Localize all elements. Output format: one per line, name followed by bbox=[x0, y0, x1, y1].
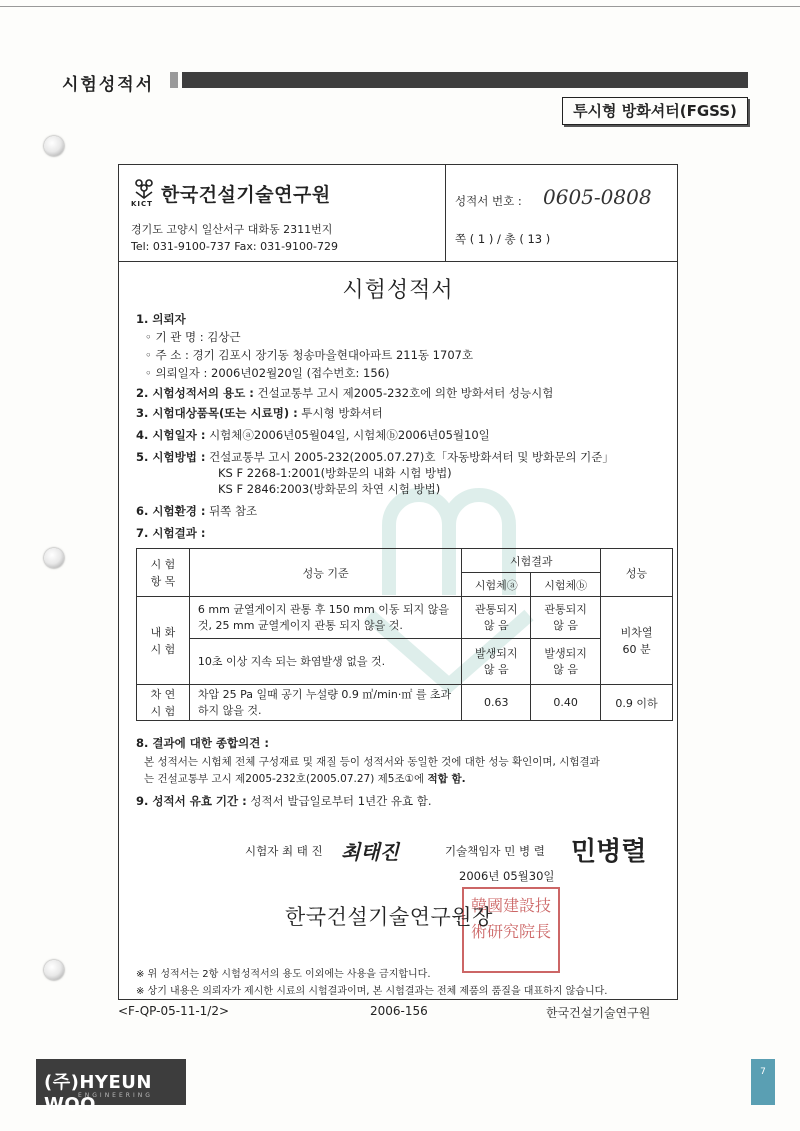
fire-criteria-1: 6 mm 균열게이지 관통 후 150 mm 이동 되지 않을 것, 25 mm 균열게이지 관통 되지 않을 것. bbox=[189, 597, 461, 639]
binder-hole-icon bbox=[44, 136, 64, 156]
section-3-label: 3. 시험대상품목(또는 시료명) : bbox=[136, 406, 298, 420]
header-specimen-a: 시험체ⓐ bbox=[462, 573, 531, 597]
header-performance: 성능 bbox=[601, 549, 673, 597]
section-5-line-2: KS F 2268-1:2001(방화문의 내화 시험 방법) bbox=[218, 466, 452, 480]
section-5-line-1: 건설교통부 고시 2005-232(2005.07.27)호「자동방화셔터 및 방화문의 기준」 bbox=[205, 450, 614, 464]
page-number: 7 bbox=[751, 1059, 775, 1105]
page-header-title: 시험성적서 bbox=[62, 75, 155, 95]
section-3-value: 투시형 방화셔터 bbox=[297, 406, 383, 420]
tester-signature: 최태진 bbox=[341, 840, 399, 864]
cert-number-label: 성적서 번호 : bbox=[455, 194, 522, 208]
section-5-line-3: KS F 2846:2003(방화문의 차연 시험 방법) bbox=[218, 482, 441, 496]
table-row bbox=[137, 597, 673, 639]
section-8-line-2 bbox=[144, 771, 466, 786]
smoke-performance: 0.9 이하 bbox=[601, 685, 673, 721]
section-2 bbox=[136, 385, 553, 401]
section-8-label: 8. 결과에 대한 종합의견 : bbox=[136, 736, 269, 750]
smoke-criteria: 차압 25 Pa 일때 공기 누설량 0.9 ㎥/min·㎡ 를 초과 하지 않을 것. bbox=[189, 685, 461, 721]
smoke-result-a: 0.63 bbox=[462, 685, 531, 721]
client-address: ◦ 주 소 : 경기 김포시 장기동 청송마을현대아파트 211동 1707호 bbox=[145, 348, 474, 362]
certificate-header bbox=[119, 165, 677, 262]
org-name: 한국건설기술연구원 bbox=[161, 184, 331, 206]
smoke-test-item: 차 연 시 험 bbox=[137, 685, 190, 721]
fire-result-1-a: 관통되지 않 음 bbox=[462, 597, 531, 639]
cert-number-value: 0605-0808 bbox=[543, 185, 652, 209]
section-9-label: 9. 성적서 유효 기간 : bbox=[136, 794, 247, 808]
section-6-value: 뒤쪽 참조 bbox=[205, 504, 258, 518]
header-item: 시 험 항 목 bbox=[137, 549, 190, 597]
note-2: ※ 상기 내용은 의뢰자가 제시한 시료의 시험결과이며, 본 시험결과는 전체 제품의 품질을 대표하지 않습니다. bbox=[136, 986, 608, 997]
header-criteria: 성능 기준 bbox=[189, 549, 461, 597]
section-8-conclusion: 적합 함. bbox=[427, 773, 466, 785]
table-row bbox=[137, 639, 673, 685]
page-count: 쪽 ( 1 ) / 총 ( 13 ) bbox=[455, 232, 551, 246]
table-row bbox=[137, 549, 673, 573]
fire-performance: 비차열 60 분 bbox=[601, 597, 673, 685]
org-address: 경기도 고양시 일산서구 대화동 2311번지 bbox=[131, 223, 333, 236]
section-3 bbox=[136, 405, 383, 421]
section-4 bbox=[136, 427, 490, 443]
section-2-label: 2. 시험성적서의 용도 : bbox=[136, 386, 254, 400]
section-9 bbox=[136, 793, 432, 809]
section-8-line-1: 본 성적서는 시험체 전체 구성재료 및 재질 등이 성적서와 동일한 것에 대한 성능 확인이며, 시험결과 bbox=[144, 756, 600, 768]
section-4-value: 시험체ⓐ2006년05월04일, 시험체ⓑ2006년05월10일 bbox=[205, 428, 490, 442]
section-6 bbox=[136, 503, 257, 519]
header-divider bbox=[445, 165, 446, 261]
request-date: ◦ 의뢰일자 : 2006년02월20일 (접수번호: 156) bbox=[145, 366, 390, 380]
fire-test-item: 내 화 시 험 bbox=[137, 597, 190, 685]
section-5-label: 5. 시험방법 : bbox=[136, 450, 206, 464]
note-1: ※ 위 성적서는 2항 시험성적서의 용도 이외에는 사용을 금지합니다. bbox=[136, 969, 431, 980]
org-phone-fax: Tel: 031-9100-737 Fax: 031-9100-729 bbox=[131, 240, 338, 253]
section-9-value: 성적서 발급일로부터 1년간 유효 함. bbox=[246, 794, 432, 808]
binder-hole-icon bbox=[44, 548, 64, 568]
document-number: 2006-156 bbox=[370, 1004, 428, 1018]
results-table bbox=[136, 548, 673, 721]
footer-org: 한국건설기술연구원 bbox=[546, 1006, 651, 1020]
section-7-label: 7. 시험결과 : bbox=[136, 526, 206, 540]
official-seal: 韓國建設技術研究院長 bbox=[462, 887, 560, 973]
header-results: 시험결과 bbox=[462, 549, 601, 573]
section-5 bbox=[136, 449, 614, 465]
binder-hole-icon bbox=[44, 960, 64, 980]
issue-date: 2006년 05월30일 bbox=[459, 869, 555, 883]
manager-label: 기술책임자 민 병 렬 bbox=[445, 844, 545, 858]
header-specimen-b: 시험체ⓑ bbox=[531, 573, 601, 597]
fire-criteria-2: 10초 이상 지속 되는 화염발생 없을 것. bbox=[189, 639, 461, 685]
header-bar-stub bbox=[170, 72, 178, 88]
client-org: ◦ 기 관 명 : 김상근 bbox=[145, 330, 241, 344]
tester-label: 시험자 최 태 진 bbox=[245, 844, 323, 858]
section-8-line-2-text: 는 건설교통부 고시 제2005-232호(2005.07.27) 제5조①에 bbox=[144, 773, 428, 785]
form-code: <F-QP-05-11-1/2> bbox=[118, 1004, 230, 1018]
fire-result-2-a: 발생되지 않 음 bbox=[462, 639, 531, 685]
table-row bbox=[137, 685, 673, 721]
section-1-heading: 1. 의뢰자 bbox=[136, 312, 186, 326]
document-title: 시험성적서 bbox=[342, 278, 454, 303]
company-subtitle: ENGINEERING bbox=[78, 1092, 153, 1099]
fire-result-2-b: 발생되지 않 음 bbox=[531, 639, 601, 685]
test-certificate bbox=[118, 164, 678, 1000]
header-bar bbox=[182, 72, 748, 88]
kict-logo-text: KICT bbox=[131, 200, 153, 208]
top-rule bbox=[0, 6, 800, 7]
smoke-result-b: 0.40 bbox=[531, 685, 601, 721]
section-4-label: 4. 시험일자 : bbox=[136, 428, 206, 442]
manager-signature: 민병렬 bbox=[571, 837, 647, 867]
director-name: 한국건설기술연구원장 bbox=[285, 905, 493, 929]
company-brand bbox=[36, 1059, 186, 1115]
fire-result-1-b: 관통되지 않 음 bbox=[531, 597, 601, 639]
company-name: (주)HYEUN WOO bbox=[44, 1072, 152, 1115]
product-name-box: 투시형 방화셔터(FGSS) bbox=[562, 97, 748, 125]
section-6-label: 6. 시험환경 : bbox=[136, 504, 206, 518]
section-2-value: 건설교통부 고시 제2005-232호에 의한 방화셔터 성능시험 bbox=[253, 386, 554, 400]
